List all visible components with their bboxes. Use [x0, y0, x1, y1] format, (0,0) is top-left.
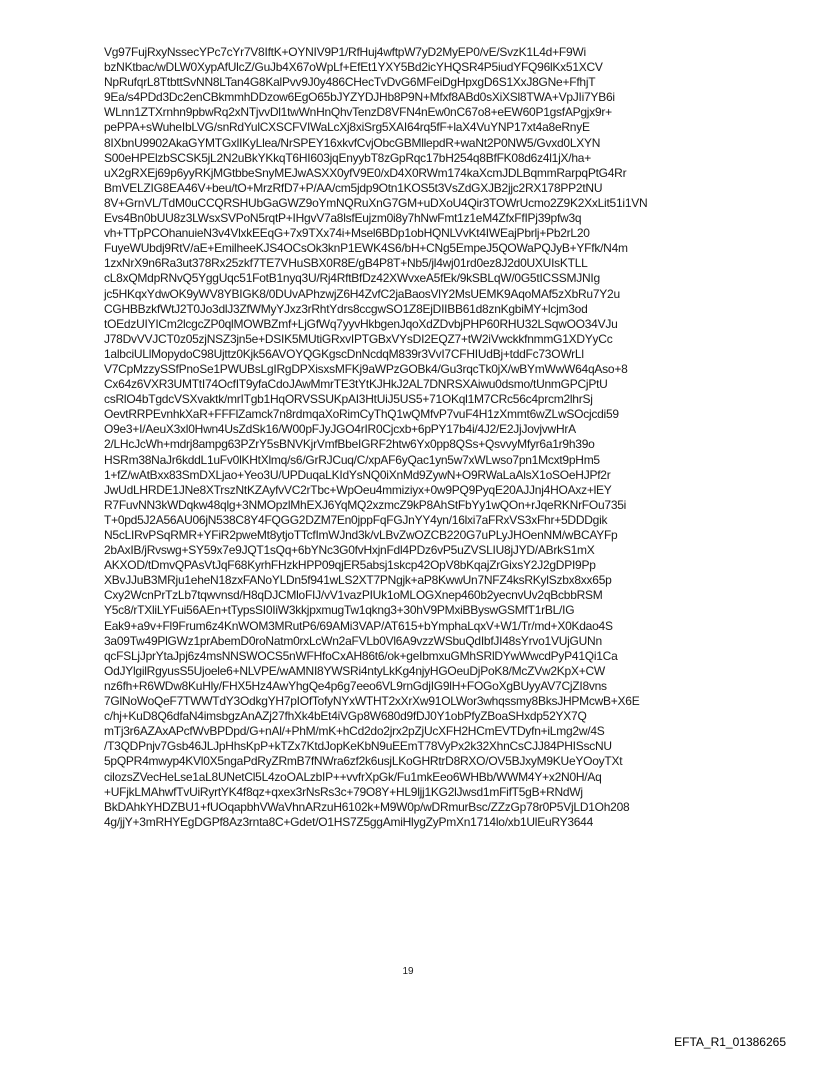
text-line: pePPA+sWuheIbLVG/snRdYulCXSCFVIWaLcXj8xiSrg5XAI64rq5fF+laX4VuYNP17xt4a8eRnyE [104, 120, 590, 135]
text-line: V7CpMzzySSfPnoSe1PWUBsLgIRgDPXisxsMFKj9aWPzGOBk4/Gu3rqcTk0jX/wBYmWwW64qAso+8 [104, 361, 628, 376]
text-line: XBvJJuB3MRju1eheN18zxFANoYLDn5f941wLS2XT7PNgjk+aP8KwwUn7NFZ4ksRKylSzbx8xx65p [104, 573, 612, 588]
text-line: uX2gRXEj69p6yyRKjMGtbbeSnyMEJwASXX0yfV9E0/xD4X0RWm174kaXcmJDLBqmmRarpqPtG4Rr [104, 165, 627, 180]
bates-number: EFTA_R1_01386265 [674, 1035, 786, 1049]
text-line: BmVELZIG8EA46V+beu/tO+MrzRfD7+P/AA/cm5jdp9Otn1KOS5t3VsZdGXJB2jjc2RX178PP2tNU [104, 180, 603, 195]
text-line: 2bAxIB/jRvswg+SY59x7e9JQT1sQq+6bYNc3G0fvHxjnFdl4PDz6vP5uZVSLIU8jJYD/ABrkS1mX [104, 543, 595, 558]
text-line: AKXOD/tDmvQPAsVtJqF68KyrhFHzkHPP09qjER5absj1skcp42OpV8bKqajZrGixsY2J2gDPI9Pp [104, 558, 596, 573]
text-line: 2/LHcJcWh+mdrj8ampg63PZrY5sBNVKjrVmfBbeIGRF2htw6Yx0pp8QSs+QsvvyMfyr6a1r9h39o [104, 437, 595, 452]
text-line: 1albciULlMopydoC98Ujttz0Kjk56AVOYQGKgscDnNcdqM839r3VvI7CFHIUdBj+tddFc73OWrLl [104, 346, 584, 361]
text-line: jc5HKqxYdwOK9yWV8YBIGK8/0DUvAPhzwjZ6H4ZvfC2jaBaosVlY2MsUEMK9AqoMAf5zXbRu7Y2u [104, 286, 620, 301]
text-line: /T3QDPnjv7Gsb46JLJpHhsKpP+kTZx7KtdJopKeKbN9uEEmT78VyPx2k32XhnCsCJJ84PHISscNU [104, 739, 612, 754]
text-line: 1zxNrX9n6Ra3ut378Rx25zkf7TE7VHuSBX0R8E/gB4P8T+Nb5/jl4wj01rd0ez8J2d0UXUIsKTLL [104, 256, 588, 271]
encoded-text-block [104, 45, 804, 830]
text-line: OevtRRPEvnhkXaR+FFFlZamck7n8rdmqaXoRimCyThQ1wQMfvP7vuF4H1zXmmt6wZLwSOcjcdi59 [104, 407, 619, 422]
text-line: Vg97FujRxyNssecYPc7cYr7V8IftK+OYNIV9P1/RfHuj4wftpW7yD2MyEP0/vE/SvzK1L4d+F9Wi [104, 45, 586, 59]
text-line: bzNKtbac/wDLW0XypAfUlcZ/GuJb4X67oWpLf+EfEt1YXY5Bd2icYHQSR4P5iudYFQ96lKx51XCV [104, 60, 603, 75]
text-line: S00eHPElzbSCSK5jL2N2uBkYKkqT6HI603jqEnyybT8zGpRqc17bH254q8BfFK08d6z4l1jX/ha+ [104, 150, 591, 165]
text-line: mTj3r6AZAxAPcfWvBPDpd/G+nAl/+PhM/mK+hCd2do2jrx2pZjUcXFH2HCmEVTDyfn+iLmg2w/4S [104, 724, 605, 739]
text-line: +UFjkLMAhwfTvUiRyrtYK4f8qz+qxex3rNsRs3c+79O8Y+HL9ljj1KG2lJwsd1mFifT5gB+RNdWj [104, 784, 583, 799]
text-line: O9e3+I/AeuX3xl0Hwn4UsZdSk16/W00pFJyJGO4rIR0Cjcxb+6pPY17b4i/4J2/E2JjJovjvwHrA [104, 422, 576, 437]
text-line: FuyeWUbdj9RtV/aE+EmilheeKJS4OCsOk3knP1EWK4S6/bH+CNg5EmpeJ5QOWaPQJyB+YFfk/N4m [104, 241, 628, 256]
text-line: qcFSLjJprYtaJpj6z4msNNSWOCS5nWFHfoCxAH86t6/ok+geIbmxuGMhSRlDYwWwcdPyP41Qi1Ca [104, 648, 618, 663]
text-line: N5cLIRvPSqRMR+YFiR2pweMt8ytjoTTcfImWJnd3k/vLBvZwOZCB220G7uPLyJHOenNM/wBCAYFp [104, 528, 618, 542]
text-line: Cxy2WcnPrTzLb7tqwvnsd/H8qDJCMloFIJ/vV1vazPIUk1oMLOGXnep460b2yecnvUv2qBcbbRSM [104, 588, 603, 603]
text-line: 7GlNoWoQeF7TWWTdY3OdkgYH7pIOfTofyNYxWTHT2xXrXw91OLWor3whqssmy8BksJHPMcwB+X6E [104, 694, 640, 709]
text-line: 9Ea/s4PDd3Dc2enCBkmmhDDzow6EgO65bJYZYDJHb8P9N+Mfxf8ABd0sXiXSl8TWA+VpJIi7YB6i [104, 90, 615, 105]
text-line: Eak9+a9v+Fl9Frum6z4KnWOM3MRutP6/69AMi3VAP/AT615+bYmphaLqxV+W1/Tr/md+X0Kdao4S [104, 618, 613, 633]
text-line: T+0pd5J2A56AU06jN538C8Y4FQGG2DZM7En0jppFqFGJnYY4yn/16lxi7aFRxVS3xFhr+5DDDgik [104, 512, 608, 527]
text-line: 3a09Tw49PlGWz1prAbemD0roNatm0rxLcWn2aFVLb0Vl6A9vzzWSbuQdIbfJI48sYrvo1VUjGUNn [104, 633, 602, 648]
text-line: NpRufqrL8TtbttSvNN8LTan4G8KalPvv9J0y486CHecTvDvG6MFeiDgHpxgD6S1XxJ8GNe+FfhjT [104, 75, 596, 90]
text-line: Cx64z6VXR3UMTtI74OcfIT9yfaCdoJAwMmrTE3tYtKJHkJ2AL7DNRSXAiwu0dsmo/tUnmGPCjPtU [104, 377, 608, 392]
text-line: 8IXbnU9902AkaGYMTGxlIKyLlea/NrSPEY16xkvfCvjObcGBMllepdR+waNt2P0NW5/Gvxd0LXYN [104, 135, 601, 150]
text-line: JwUdLHRDE1JNe8XTrszNtKZAyfvVC2rTbc+WpOeu4mmiziyx+0w9PQ9PyqE20AJJnj4HOAxz+lEY [104, 482, 612, 497]
text-line: R7FuvNN3kWDqkw48qlg+3NMOpzlMhEXJ6YqMQ2xzmcZ9kP8AhStFbYy1wQOn+rJqeRKNrFOu735i [104, 497, 627, 512]
text-line: Y5c8/rTXliLYFui56AEn+tTypsSI0IiW3kkjpxmugTw1qkng3+30hV9PMxiBByswGSMfT1rBL/IG [104, 603, 575, 618]
text-line: OdJYlgilRgyusS5Ujoele6+NLVPE/wAMNI8YWSRi4ntyLkKg4njyHGOeuDjPoK8/McZVw2KpX+CW [104, 663, 605, 678]
text-line: CGHBBzkfWtJ2T0Jo3dlJ3ZfWMyYJxz3rRhtYdrs8ccgwSO1Z8EjDIIBB61d8znKgbiMY+lcjm3od [104, 301, 588, 316]
text-line: J78DvVVJCT0z05zjNSZ3jn5e+DSIK5MUtiGRxvIPTGBxVYsDI2EQZ7+tW2iVwckkfnmmG1XDYyCc [104, 331, 613, 346]
text-line: WLnn1ZTXrnhn9pbwRq2xNTjvvDl1twWnHnQhvTenzD8VFN4nEw0nC67o8+eEW60P1gsfAPgjx9r+ [104, 105, 612, 120]
text-line: cL8xQMdpRNvQ5YggUqc51FotB1nyq3U/Rj4RftBfDz42XWvxeA5fEk/9kSBLqW/0G5tICSSMJNIg [104, 271, 600, 286]
text-line: 4g/jjY+3mRHYEgDGPf8Az3rnta8C+Gdet/O1HS7Z5ggAmiHlygZyPmXn1714lo/xb1UlEuRY3644 [104, 814, 594, 829]
text-line: csRlO4bTgdcVSXvaktk/mrITgb1HqORVSSUKpAI3HtUiJ5US5+71OKql1M7CRc56c4prcm2lhrSj [104, 392, 593, 407]
text-line: 5pQPR4mwyp4KVl0X5ngaPdRyZRmB7fNWra6zf2k6usjLKoGHRtrD8RXO/OV5BJxyM9KUeYOoyTXt [104, 754, 623, 769]
text-line: c/hj+KuD8Q6dfaN4imsbgzAnAZj27fhXk4bEt4iVGp8W680d9fDJ0Y1obPfyZBoaSHxdp52YX7Q [104, 709, 587, 724]
text-line: Evs4Bn0bUU8z3LWsxSVPoN5rqtP+IHgvV7a8lsfEujzm0i8y7hNwFmt1z1eM4ZfxFfIPj39pfw3q [104, 211, 582, 226]
text-line: tOEdzUIYICm2lcgcZP0qlMOWBZmf+LjGfWq7yyvHkbgenJqoXdZDvbjPHP60RHU32LSqwOO34VJu [104, 316, 618, 331]
text-line: vh+TTpPCOhanuieN3v4VlxkEEqG+7x9TXx74i+Msel6BDp1obHQNLVvKt4IWEajPbrlj+Pb2rL20 [104, 226, 590, 241]
text-line: cilozsZVecHeLse1aL8UNetCl5L4zoOALzbIP++vvfrXpGk/Fu1mkEeo6WHBb/WWM4Y+x2N0H/Aq [104, 769, 602, 784]
text-line: nz6fh+R6WDw8KuHly/FHX5Hz4AwYhgQe4p6g7eeo6VL9rnGdjIG9lH+FOGoXgBUyyAV7CjZI8vns [104, 678, 607, 693]
text-line: 8V+GrnVL/TdM0uCCQRSHUbGaGWZ9oYmNQRuXnG7GM+uDXoU4Qir3TOWrUcmo2Z9K2XxLit51i1VN [104, 195, 648, 210]
text-line: BkDAhkYHDZBU1+fUOqapbhVWaVhnARzuH6102k+M9W0p/wDRmurBsc/ZZzGp78r0P5VjLD1Oh208 [104, 799, 630, 814]
page-number: 19 [402, 966, 414, 977]
text-line: HSRm38NaJr6kddL1uFv0lKHtXlmq/s6/GrRJCuq/C/xpAF6yQac1yn5w7xWLwso7pn1Mcxt9pHm5 [104, 452, 600, 467]
text-line: 1+fZ/wAtBxx83SmDXLjao+Yeo3U/UPDuqaLKIdYsNQ0iXnMd9ZywN+O9RWaLaAlsX1oSOeHJPf2r [104, 467, 611, 482]
